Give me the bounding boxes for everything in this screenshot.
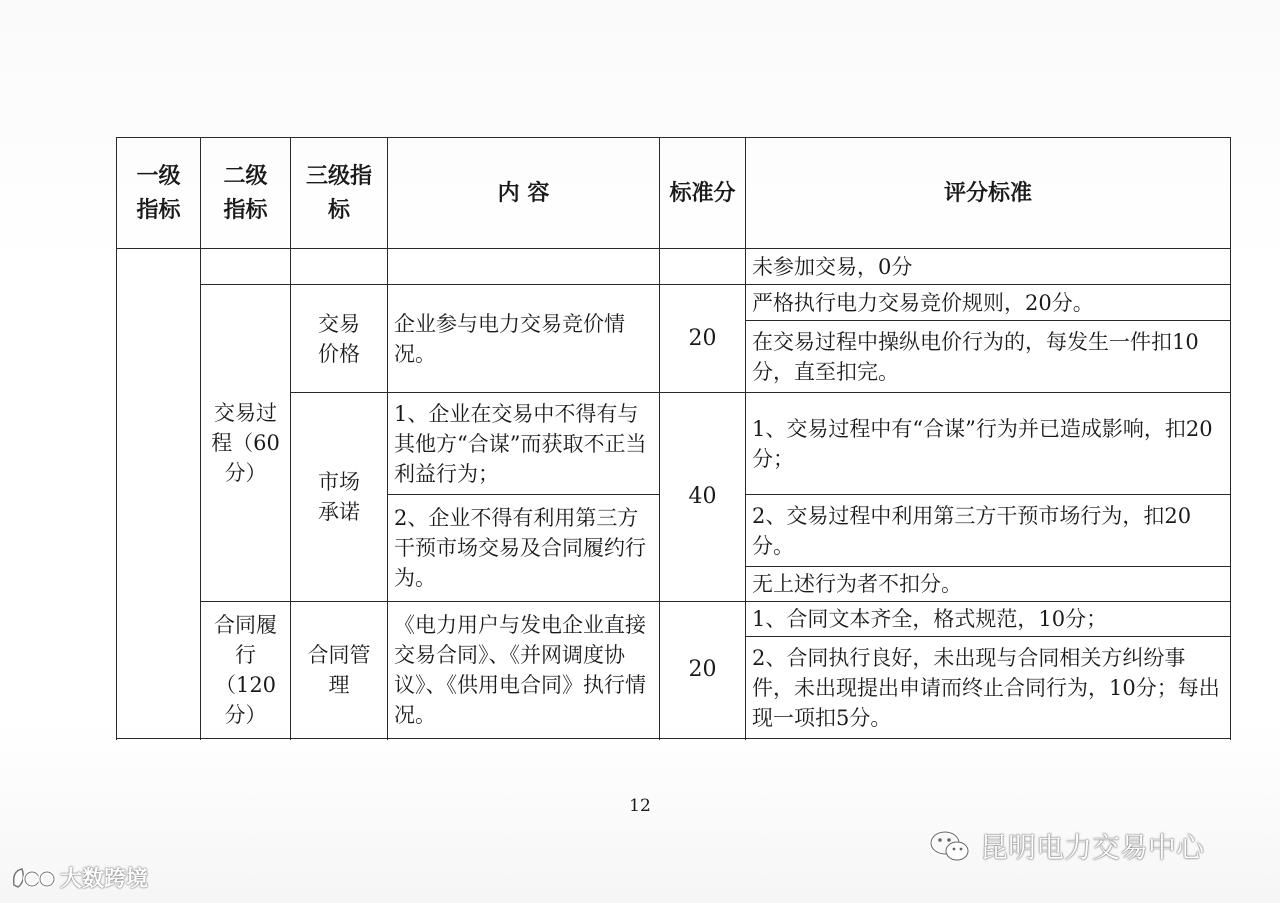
table-row bbox=[117, 249, 1231, 285]
header-level3: 三级指 标 bbox=[291, 138, 388, 249]
criteria-cell: 1、交易过程中有“合谋”行为并已造成影响，扣20分； bbox=[746, 393, 1231, 495]
content-cell: 1、企业在交易中不得有与其他方“合谋”而获取不正当利益行为； bbox=[388, 393, 660, 495]
page-number: 12 bbox=[629, 796, 651, 816]
logo-icon bbox=[10, 863, 56, 893]
watermark-left-text: 大数跨境 bbox=[60, 867, 149, 892]
criteria-cell: 2、合同执行良好，未出现与合同相关方纠纷事件，未出现提出申请而终止合同行为，10分；每出现一项扣5分。 bbox=[746, 637, 1231, 739]
content-cell: 《电力用户与发电企业直接交易合同》、《并网调度协议》、《供用电合同》执行情况。 bbox=[388, 602, 660, 739]
watermark-right bbox=[928, 826, 1204, 866]
watermark-left bbox=[10, 862, 148, 893]
level3-contract-mgmt: 合同管 理 bbox=[291, 602, 388, 739]
level1-cell-empty bbox=[117, 249, 201, 739]
empty-cell bbox=[660, 249, 746, 285]
table-row bbox=[117, 602, 1231, 637]
score-cell: 20 bbox=[660, 602, 746, 739]
header-level1: 一级 指标 bbox=[117, 138, 201, 249]
header-criteria: 评分标准 bbox=[746, 138, 1231, 249]
criteria-cell: 严格执行电力交易竞价规则，20分。 bbox=[746, 285, 1231, 321]
table-header-row bbox=[117, 138, 1231, 249]
table-row bbox=[117, 285, 1231, 321]
score-cell: 20 bbox=[660, 285, 746, 393]
criteria-cell: 1、合同文本齐全，格式规范，10分； bbox=[746, 602, 1231, 637]
content-cell: 企业参与电力交易竞价情况。 bbox=[388, 285, 660, 393]
criteria-cell: 在交易过程中操纵电价行为的，每发生一件扣10分，直至扣完。 bbox=[746, 321, 1231, 393]
criteria-cell: 2、交易过程中利用第三方干预市场行为，扣20分。 bbox=[746, 495, 1231, 567]
watermark-right-text: 昆明电力交易中心 bbox=[980, 831, 1205, 864]
level2-contract: 合同履 行（120 分） bbox=[201, 602, 291, 739]
level3-trade-price: 交易 价格 bbox=[291, 285, 388, 393]
score-cell: 40 bbox=[660, 393, 746, 602]
scoring-table bbox=[116, 137, 1231, 739]
empty-cell bbox=[291, 249, 388, 285]
header-level2: 二级 指标 bbox=[201, 138, 291, 249]
content-cell: 2、企业不得有利用第三方干预市场交易及合同履约行为。 bbox=[388, 495, 660, 602]
level3-market-commitment: 市场 承诺 bbox=[291, 393, 388, 602]
criteria-cell: 未参加交易，0分 bbox=[746, 249, 1231, 285]
wechat-icon bbox=[928, 828, 972, 864]
header-content: 内 容 bbox=[388, 138, 660, 249]
empty-cell bbox=[201, 249, 291, 285]
empty-cell bbox=[388, 249, 660, 285]
criteria-cell: 无上述行为者不扣分。 bbox=[746, 567, 1231, 602]
header-score: 标准分 bbox=[660, 138, 746, 249]
level2-trade-process: 交易过 程（60 分） bbox=[201, 285, 291, 602]
